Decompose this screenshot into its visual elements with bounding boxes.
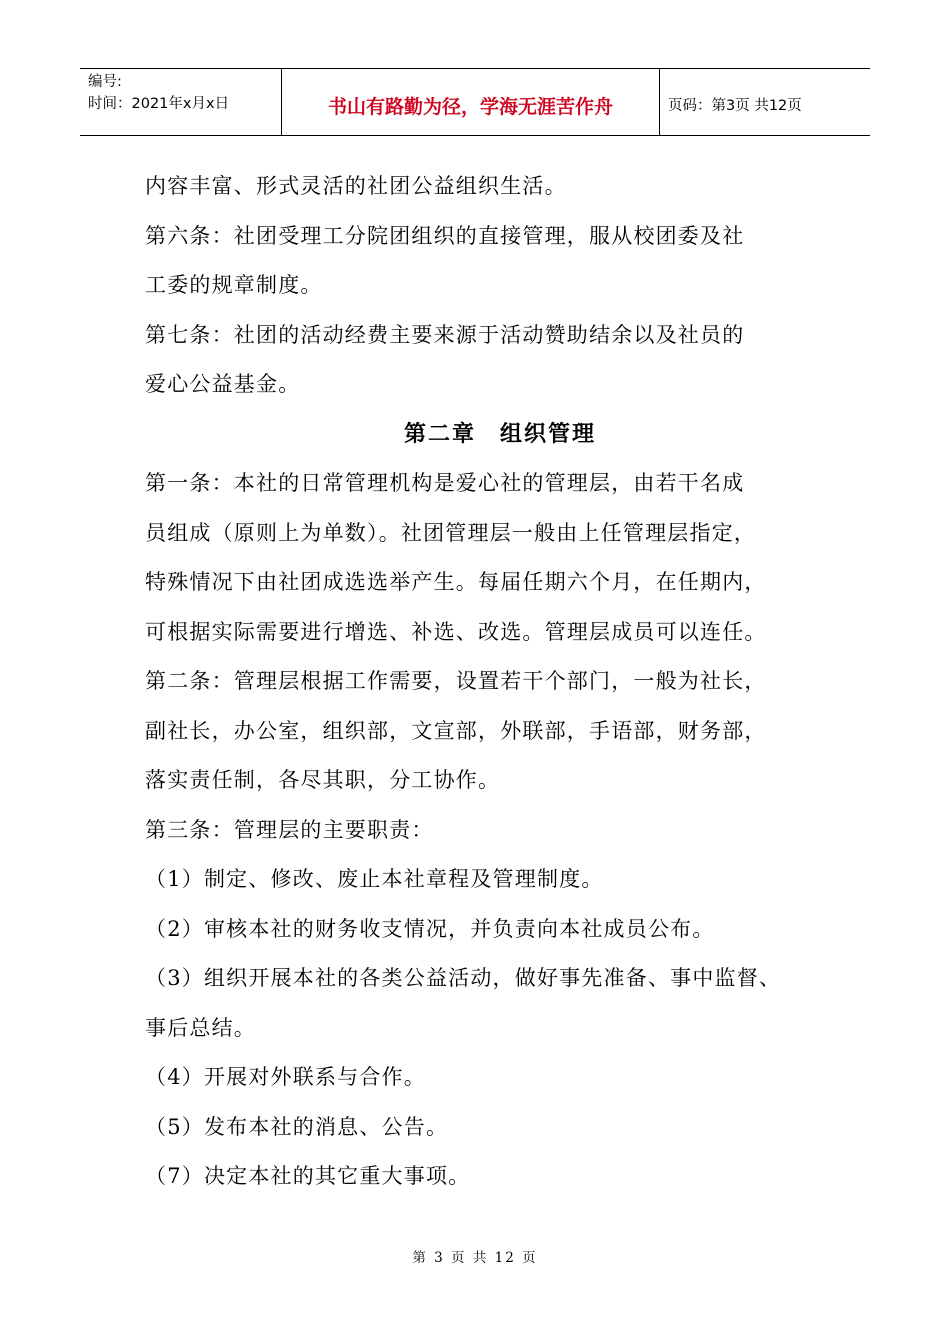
body-line: 事后总结。 bbox=[145, 1015, 256, 1040]
body-line: （2）审核本社的财务收支情况，并负责向本社成员公布。 bbox=[145, 916, 715, 941]
body-line: 员组成（原则上为单数）。社团管理层一般由上任管理层指定， bbox=[145, 520, 757, 545]
body-line: 第一条：本社的日常管理机构是爱心社的管理层，由若干名成 bbox=[145, 471, 745, 495]
header-meta bbox=[80, 69, 282, 135]
body-line: 副社长，办公室，组织部，文宣部，外联部，手语部，财务部， bbox=[145, 718, 767, 743]
body-line: （3）组织开展本社的各类公益活动，做好事先准备、事中监督、 bbox=[145, 966, 782, 990]
body-line: 内容丰富、形式灵活的社团公益组织生活。 bbox=[145, 174, 567, 198]
body-line: 第六条：社团受理工分院团组织的直接管理，服从校团委及社 bbox=[145, 223, 745, 248]
page-header bbox=[80, 68, 870, 136]
body-line: （5）发布本社的消息、公告。 bbox=[145, 1114, 449, 1139]
body-line: （4）开展对外联系与合作。 bbox=[145, 1065, 426, 1089]
header-page-number: 页码：第3页 共12页 bbox=[668, 97, 802, 114]
body-line: 工委的规章制度。 bbox=[145, 273, 323, 297]
body-line: 落实责任制，各尽其职，分工协作。 bbox=[145, 768, 501, 792]
document-time-label: 时间：2021年x月x日 bbox=[88, 96, 230, 112]
body-line: 爱心公益基金。 bbox=[145, 372, 301, 396]
page-footer: 第 3 页 共 12 页 bbox=[412, 1250, 538, 1266]
body-line: （7）决定本社的其它重大事项。 bbox=[145, 1164, 471, 1188]
body-line: 第三条：管理层的主要职责： bbox=[145, 817, 434, 842]
body-line: 第二条：管理层根据工作需要，设置若干个部门，一般为社长， bbox=[145, 669, 767, 693]
document-body bbox=[145, 162, 835, 1202]
body-line: 可根据实际需要进行增选、补选、改选。管理层成员可以连任。 bbox=[145, 619, 767, 644]
body-line: （1）制定、修改、废止本社章程及管理制度。 bbox=[145, 867, 604, 891]
body-line: 第七条：社团的活动经费主要来源于活动赞助结余以及社员的 bbox=[145, 322, 745, 347]
body-line: 特殊情况下由社团成选选举产生。每届任期六个月，在任期内， bbox=[145, 570, 767, 594]
header-motto: 书山有路勤为径，学海无涯苦作舟 bbox=[282, 69, 660, 135]
chapter-heading: 第二章 组织管理 bbox=[403, 421, 596, 447]
document-number-label: 编号: bbox=[88, 74, 122, 90]
